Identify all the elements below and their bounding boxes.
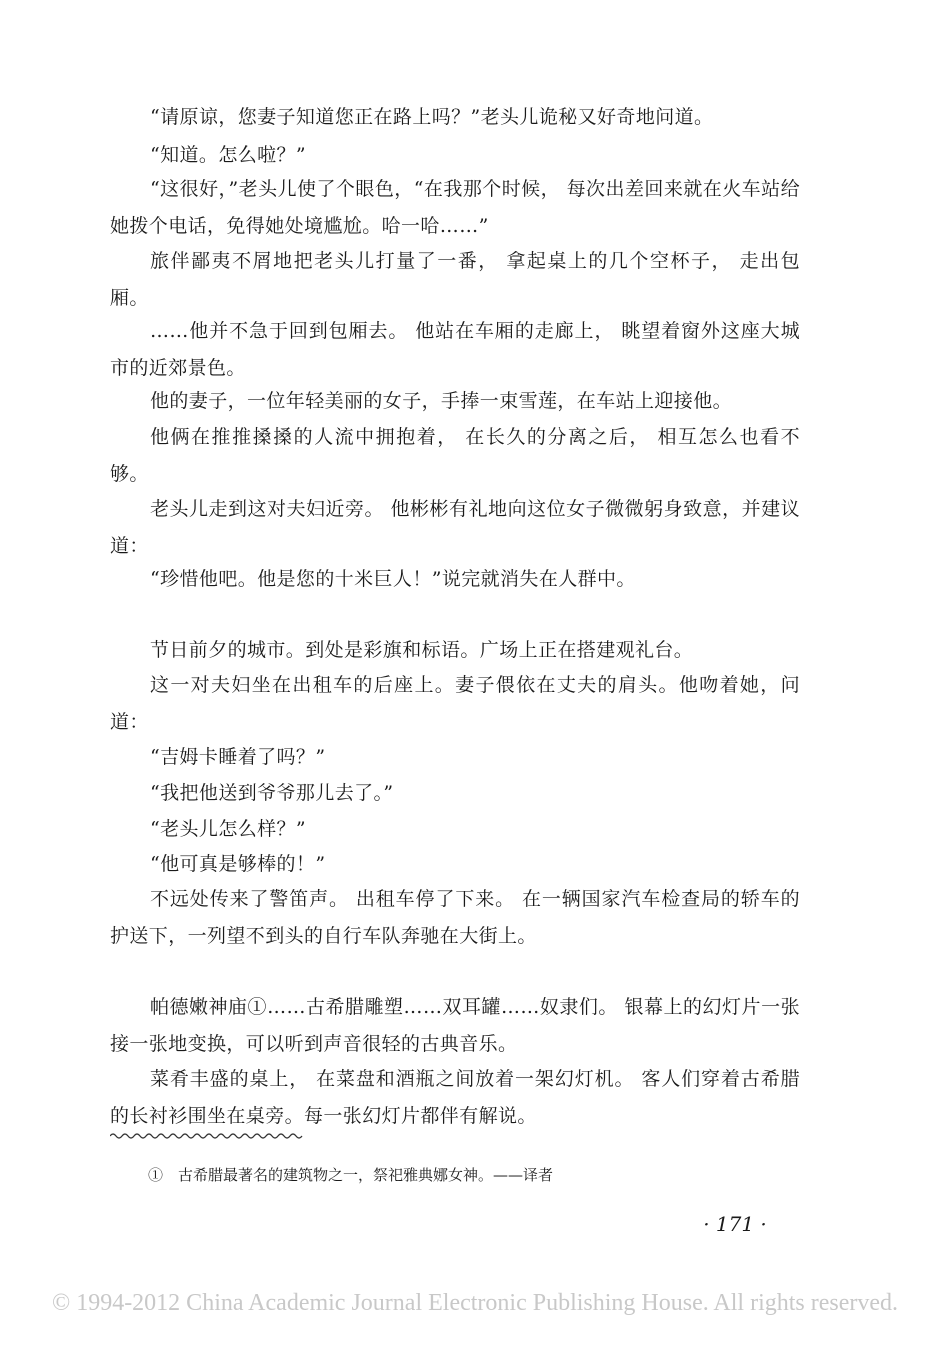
page-number: · 171 · (703, 1212, 767, 1236)
paragraph: “珍惜他吧。他是您的十米巨人！”说完就消失在人群中。 (150, 568, 636, 590)
paragraph: 他俩在推推搡搡的人流中拥抱着， 在长久的分离之后， 相互怎么也看不够。 (110, 426, 800, 485)
paragraph: ……他并不急于回到包厢去。 他站在车厢的走廊上， 眺望着窗外这座大城市的近郊景色。 (110, 320, 800, 379)
copyright-watermark: © 1994-2012 China Academic Journal Electronic Publishing House. All rights reserved. (51, 1290, 899, 1316)
paragraph: 他的妻子，一位年轻美丽的女子，手捧一束雪莲，在车站上迎接他。 (150, 390, 733, 412)
paragraph: “这很好，”老头儿使了个眼色，“在我那个时候， 每次出差回来就在火车站给她拨个电话，免得她处境尴尬。哈一哈……” (110, 178, 800, 237)
paragraph: 菜肴丰盛的桌上， 在菜盘和酒瓶之间放着一架幻灯机。 客人们穿着古希腊的长衬衫围坐在桌旁。每一张幻灯片都伴有解说。 (110, 1068, 800, 1127)
paragraph: “老头儿怎么样？” (150, 818, 307, 840)
paragraph: 帕德嫩神庙①……古希腊雕塑……双耳罐……奴隶们。 银幕上的幻灯片一张接一张地变换，可以听到声音很轻的古典音乐。 (110, 996, 800, 1055)
paragraph: 旅伴鄙夷不屑地把老头儿打量了一番， 拿起桌上的几个空杯子， 走出包厢。 (110, 250, 800, 309)
footnote: ① 古希腊最著名的建筑物之一，祭祀雅典娜女神。——译者 (148, 1166, 554, 1184)
paragraph: 节日前夕的城市。到处是彩旗和标语。广场上正在搭建观礼台。 (150, 639, 694, 661)
footnote-separator (110, 1131, 305, 1141)
paragraph: “我把他送到爷爷那儿去了。” (150, 782, 394, 804)
paragraph: 不远处传来了警笛声。 出租车停了下来。 在一辆国家汽车检查局的轿车的护送下，一列望不到头的自行车队奔驰在大街上。 (110, 888, 800, 947)
paragraph: “吉姆卡睡着了吗？” (150, 746, 326, 768)
paragraph: “他可真是够棒的！” (150, 853, 326, 875)
paragraph: “知道。怎么啦？” (150, 144, 307, 166)
paragraph: “请原谅，您妻子知道您正在路上吗？”老头儿诡秘又好奇地问道。 (150, 106, 714, 128)
paragraph: 老头儿走到这对夫妇近旁。 他彬彬有礼地向这位女子微微躬身致意，并建议道： (110, 498, 800, 557)
paragraph: 这一对夫妇坐在出租车的后座上。妻子偎依在丈夫的肩头。他吻着她，问道： (110, 674, 800, 733)
